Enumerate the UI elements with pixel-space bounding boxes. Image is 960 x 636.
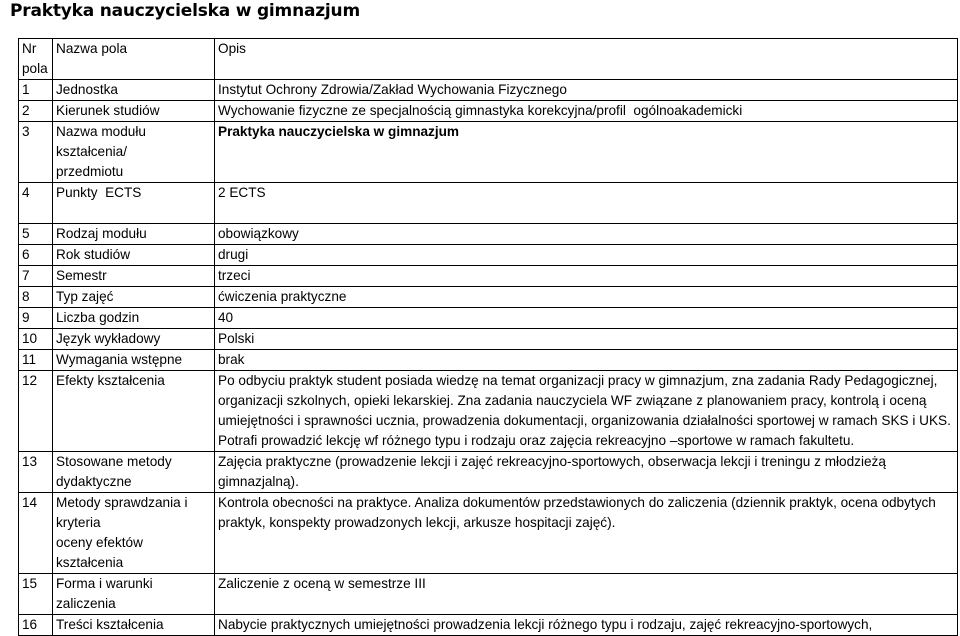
table-row <box>19 183 958 224</box>
row-nr: 13 <box>19 452 53 493</box>
row-desc: Praktyka nauczycielska w gimnazjum <box>215 122 958 183</box>
row-nr: 12 <box>19 371 53 452</box>
module-table <box>18 38 958 636</box>
table-row <box>19 329 958 350</box>
table-row <box>19 350 958 371</box>
table-row <box>19 122 958 183</box>
row-name: Wymagania wstępne <box>53 350 215 371</box>
row-desc: Nabycie praktycznych umiejętności prowadzenia lekcji różnego typu i rodzaju, zajęć rekreacyjno-sportowych, <box>215 615 958 636</box>
row-nr: 7 <box>19 266 53 287</box>
row-nr: 6 <box>19 245 53 266</box>
header-desc: Opis <box>215 39 958 80</box>
row-nr: 1 <box>19 80 53 101</box>
row-desc: 40 <box>215 308 958 329</box>
table-row <box>19 80 958 101</box>
row-name: Stosowane metody dydaktyczne <box>53 452 215 493</box>
header-nr: Nr pola <box>19 39 53 80</box>
row-name: Metody sprawdzania i kryteria oceny efektów kształcenia <box>53 493 215 574</box>
row-desc: ćwiczenia praktyczne <box>215 287 958 308</box>
row-name: Forma i warunki zaliczenia <box>53 574 215 615</box>
row-name: Rodzaj modułu <box>53 224 215 245</box>
row-nr: 14 <box>19 493 53 574</box>
row-nr: 15 <box>19 574 53 615</box>
row-nr: 5 <box>19 224 53 245</box>
table-row <box>19 101 958 122</box>
table-row <box>19 493 958 574</box>
row-desc: 2 ECTS <box>215 183 958 224</box>
row-desc: brak <box>215 350 958 371</box>
row-nr: 4 <box>19 183 53 224</box>
row-desc: trzeci <box>215 266 958 287</box>
row-desc: drugi <box>215 245 958 266</box>
row-nr: 10 <box>19 329 53 350</box>
header-name: Nazwa pola <box>53 39 215 80</box>
row-nr: 16 <box>19 615 53 636</box>
row-nr: 11 <box>19 350 53 371</box>
row-name: Semestr <box>53 266 215 287</box>
page-title: Praktyka nauczycielska w gimnazjum <box>10 1 360 21</box>
row-desc: Polski <box>215 329 958 350</box>
table-row <box>19 371 958 452</box>
row-desc: Instytut Ochrony Zdrowia/Zakład Wychowania Fizycznego <box>215 80 958 101</box>
table-row <box>19 615 958 636</box>
row-nr: 8 <box>19 287 53 308</box>
row-desc: obowiązkowy <box>215 224 958 245</box>
row-nr: 2 <box>19 101 53 122</box>
row-desc: Wychowanie fizyczne ze specjalnością gimnastyka korekcyjna/profil ogólnoakademicki <box>215 101 958 122</box>
table-row <box>19 287 958 308</box>
row-nr: 9 <box>19 308 53 329</box>
row-desc: Zajęcia praktyczne (prowadzenie lekcji i zajęć rekreacyjno-sportowych, obserwacja lekcji i treningu z młodzieżą gimnazjalną). <box>215 452 958 493</box>
row-name: Nazwa modułu kształcenia/ przedmiotu <box>53 122 215 183</box>
row-desc: Zaliczenie z oceną w semestrze III <box>215 574 958 615</box>
row-desc: Kontrola obecności na praktyce. Analiza dokumentów przedstawionych do zaliczenia (dziennik praktyk, ocena odbytych praktyk, konspekty prowadzonych lekcji, arkusze hospitacji zajęć). <box>215 493 958 574</box>
row-name: Jednostka <box>53 80 215 101</box>
table-row <box>19 452 958 493</box>
row-name: Liczba godzin <box>53 308 215 329</box>
row-name: Kierunek studiów <box>53 101 215 122</box>
table-row <box>19 308 958 329</box>
table-row <box>19 245 958 266</box>
table-row <box>19 224 958 245</box>
row-name: Efekty kształcenia <box>53 371 215 452</box>
table-row <box>19 574 958 615</box>
table-row <box>19 266 958 287</box>
row-name: Język wykładowy <box>53 329 215 350</box>
row-name: Treści kształcenia <box>53 615 215 636</box>
row-nr: 3 <box>19 122 53 183</box>
row-desc: Po odbyciu praktyk student posiada wiedzę na temat organizacji pracy w gimnazjum, zna zadania Rady Pedagogicznej, organizacji szkolnych, opieki lekarskiej. Zna zadania nauczyciela WF związane z planowaniem pracy, kontrolą i oceną umiejętności i sprawności ucznia, prowadzenia dokumentacji, organizowania działalności sportowej w ramach SKS i UKS. Potrafi prowadzić lekcję wf różnego typu i rodzaju oraz zajęcia rekreacyjno –sportowe w ramach fakultetu. <box>215 371 958 452</box>
row-name: Punkty ECTS <box>53 183 215 224</box>
row-name: Typ zajęć <box>53 287 215 308</box>
row-name: Rok studiów <box>53 245 215 266</box>
table-header-row <box>19 39 958 80</box>
